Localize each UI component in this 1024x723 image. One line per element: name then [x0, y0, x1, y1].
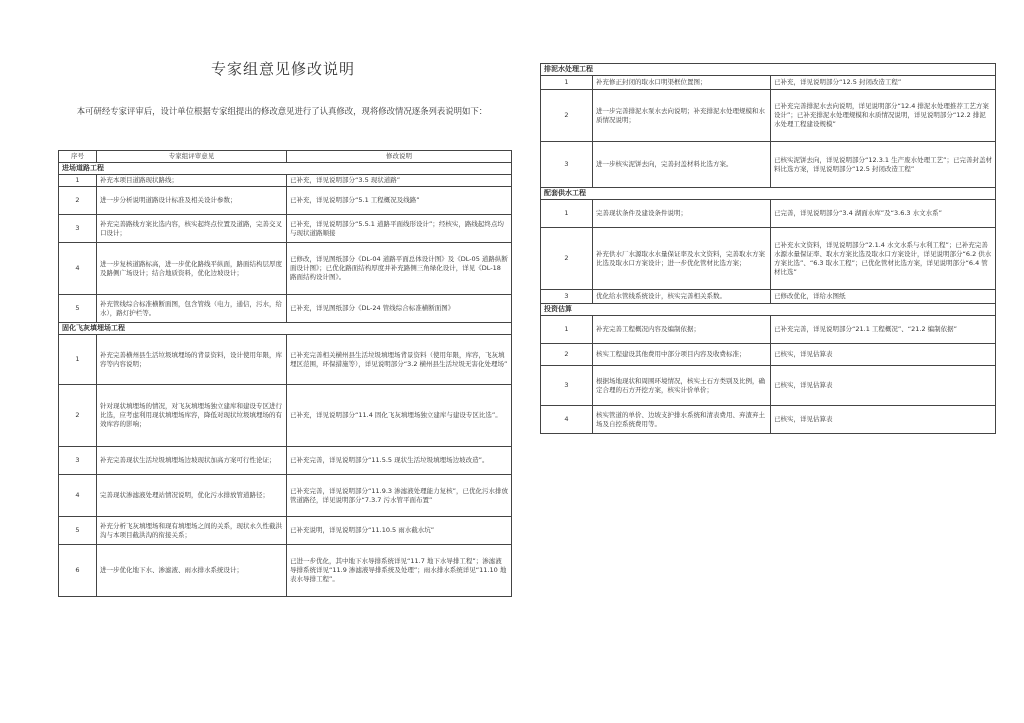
expert-opinion: 补充完善路线方案比选内容，核实起终点位置及道路，完善交叉口设计；: [97, 215, 287, 243]
section-title: 配套供水工程: [541, 188, 996, 200]
table-row: [541, 76, 996, 90]
revision-note: 已核实，详见估算表: [771, 406, 996, 434]
section-row: [541, 64, 996, 76]
expert-opinion: 根据场地现状和周围环境情况，核实土石方类别及比例，确定合理的石方开挖方案，核实计价单价；: [593, 366, 771, 406]
row-number: 6: [59, 545, 97, 597]
revision-note: 已补充完善，详见说明部分“11.5.5 现状生活垃圾填埋场边坡改造”。: [287, 447, 512, 475]
table-row: [59, 215, 512, 243]
revision-note: 已进一步优化，其中地下水导排系统详见“11.7 地下水导排工程”；渗滤液导排系统详见“11.9 渗滤液导排系统及处理”；雨水排水系统详见“11.10 地表水导排工程”。: [287, 545, 512, 597]
table-row: [541, 142, 996, 188]
expert-opinion: 补充完善横州县生活垃圾填埋场的背景资料，设计使用年限，库容等内容说明；: [97, 335, 287, 385]
table-row: [59, 335, 512, 385]
right-table-body: [541, 64, 996, 434]
revision-note: 已补充完善，详见说明部分“21.1 工程概况”、“21.2 编制依据”: [771, 316, 996, 344]
table-row: [541, 316, 996, 344]
header-reply: 修改说明: [287, 151, 512, 163]
table-row: [59, 517, 512, 545]
revision-note: 已核实，详见估算表: [771, 366, 996, 406]
expert-opinion: 补充供水厂水源取水水量保证率及水文资料，完善取水方案比选及取水口方案设计；进一步优化管材比选方案；: [593, 228, 771, 290]
row-number: 3: [541, 142, 593, 188]
table-row: [59, 243, 512, 295]
expert-opinion: 进一步复核道路标高，进一步优化路线平纵面，路面结构层厚度及路侧广场设计；结合地质资料，优化边坡设计；: [97, 243, 287, 295]
expert-opinion: 补充修正封闭的取水口明渠框位置图；: [593, 76, 771, 90]
revision-note: 已核实泥饼去向，详见说明部分“12.3.1 生产废水处理工艺”；已完善封盖材料比选方案，详见说明部分“12.5 封闭改造工程”: [771, 142, 996, 188]
revision-note: 已补充水文资料，详见说明部分“2.1.4 水文水系与水利工程”；已补充完善水源水量保证率、取水方案比选及取水口方案设计，详见说明部分“6.2 供水方案比选”、“6.3 取水工程”；已优化管材比选方案，详见说明部分“6.4 管材比选”: [771, 228, 996, 290]
expert-opinion: 核实管道的单价、边坡支护排水系统和清表费用、弃渣弃土场及自控系统费用等。: [593, 406, 771, 434]
revision-note: 已补充，详见说明部分“5.1 工程概况及线路”: [287, 187, 512, 215]
expert-opinion: 完善现状渗滤液处理站情况说明，优化污水排放管道路径；: [97, 475, 287, 517]
table-row: [59, 175, 512, 187]
section-title: 固化飞灰填埋场工程: [59, 323, 512, 335]
table-row: [541, 344, 996, 366]
section-row: [541, 188, 996, 200]
row-number: 4: [59, 475, 97, 517]
table-row: [541, 200, 996, 228]
row-number: 1: [59, 175, 97, 187]
revision-note: 已补充完善相关横州县生活垃圾填埋场背景资料（使用年限，库容，飞灰填埋区范围，环保措施等），详见说明部分“3.2 横州县生活垃圾无害化处理场”: [287, 335, 512, 385]
expert-opinion: 进一步优化地下水、渗滤液、雨水排水系统设计；: [97, 545, 287, 597]
header-seq: 序号: [59, 151, 97, 163]
revision-note: 已补充完善排泥水去向说明，详见说明部分“12.4 排泥水处理推荐工艺方案设计”；已补充排泥水处理规模和水质情况说明，详见说明部分“12.2 排泥水处理工程建设规模”: [771, 90, 996, 142]
row-number: 3: [59, 215, 97, 243]
table-row: [541, 290, 996, 304]
expert-opinion: 优化给水管线系统设计，核实完善相关系数。: [593, 290, 771, 304]
section-row: [59, 163, 512, 175]
left-table-body: [59, 163, 512, 597]
table-row: [59, 385, 512, 447]
table-row: [59, 187, 512, 215]
row-number: 1: [541, 316, 593, 344]
row-number: 2: [59, 187, 97, 215]
row-number: 3: [59, 447, 97, 475]
intro-paragraph: 本可研经专家评审后，设计单位根据专家组提出的修改意见进行了认真修改，现将修改情况逐条列表说明如下：: [76, 106, 488, 116]
row-number: 4: [541, 406, 593, 434]
row-number: 2: [541, 228, 593, 290]
expert-opinion: 补充完善现状生活垃圾填埋场边坡现状加高方案可行性论证；: [97, 447, 287, 475]
section-title: 进场道路工程: [59, 163, 512, 175]
expert-opinion: 补充本项目道路现状路线；: [97, 175, 287, 187]
revision-note: 已修改优化，详给水图纸: [771, 290, 996, 304]
table-row: [59, 545, 512, 597]
expert-opinion: 进一步完善排泥水泵水去向说明；补充排泥水处理规模和水质情况说明；: [593, 90, 771, 142]
expert-opinion: 针对现状填埋场的情况，对飞灰填埋场独立建库和建设专区进行比选，应考虑利用现状填埋场库容，降低对现状垃圾填埋场的有效库容的影响；: [97, 385, 287, 447]
revision-note: 已补充，详见说明部分“11.4 固化飞灰填埋场独立建库与建设专区比选”。: [287, 385, 512, 447]
table-row: [541, 406, 996, 434]
row-number: 2: [59, 385, 97, 447]
expert-opinion: 进一步核实泥饼去向，完善封盖材料比选方案。: [593, 142, 771, 188]
expert-opinion: 核实工程建设其他费用中部分项目内容及收费标准；: [593, 344, 771, 366]
expert-opinion: 补充完善工程概况内容及编制依据；: [593, 316, 771, 344]
revision-note: 已完善，详见说明部分“3.4 湖面水库”及“3.6.3 水文水系”: [771, 200, 996, 228]
row-number: 2: [541, 344, 593, 366]
section-title: 投资估算: [541, 304, 996, 316]
table-row: [59, 295, 512, 323]
header-opinion: 专家组评审意见: [97, 151, 287, 163]
revision-note: 已补充，详见说明部分“3.5 现状道路”: [287, 175, 512, 187]
row-number: 5: [59, 517, 97, 545]
table-row: [541, 228, 996, 290]
revision-note: 已补充，详见说明部分“5.5.1 道路平面线形设计”；经核实，路线起终点均与现状道路顺接: [287, 215, 512, 243]
revision-note: 已修改，详见图纸部分《DL-04 道路平面总体设计图》及《DL-05 道路纵断面设计图》；已优化路面结构厚度并补充路侧三角绿化设计，详见《DL-18 路面结构设计图》。: [287, 243, 512, 295]
expert-opinion: 进一步分析说明道路设计标准及相关设计参数；: [97, 187, 287, 215]
table-row: [59, 475, 512, 517]
expert-opinion: 完善现状条件及建设条件说明；: [593, 200, 771, 228]
row-number: 1: [541, 200, 593, 228]
row-number: 3: [541, 290, 593, 304]
page-title: 专家组意见修改说明: [210, 60, 355, 78]
revision-note: 已核实，详见估算表: [771, 344, 996, 366]
left-revision-table: [58, 150, 512, 597]
right-revision-table: [540, 63, 996, 434]
row-number: 3: [541, 366, 593, 406]
row-number: 5: [59, 295, 97, 323]
revision-note: 已补充说明，详见说明部分“11.10.5 雨水截水坑”: [287, 517, 512, 545]
row-number: 2: [541, 90, 593, 142]
revision-note: 已补充完善，详见说明部分“11.9.3 渗滤液处理能力复核”，已优化污水排放管道路径，详见说明部分“7.3.7 污水管平面布置”: [287, 475, 512, 517]
row-number: 1: [59, 335, 97, 385]
revision-note: 已补充，详见图纸部分《DL-24 管线综合标准横断面图》: [287, 295, 512, 323]
table-row: [59, 447, 512, 475]
section-row: [541, 304, 996, 316]
expert-opinion: 补充管线综合标准横断面图，包含管线（电力，通信，污水，给水），路灯护栏等。: [97, 295, 287, 323]
revision-note: 已补充，详见说明部分“12.5 封闭改造工程”: [771, 76, 996, 90]
section-row: [59, 323, 512, 335]
table-row: [541, 90, 996, 142]
section-title: 排泥水处理工程: [541, 64, 996, 76]
expert-opinion: 补充分析飞灰填埋场和现有填埋场之间的关系，现状永久性截洪沟与本项目截洪沟的衔接关系；: [97, 517, 287, 545]
row-number: 1: [541, 76, 593, 90]
table-row: [541, 366, 996, 406]
row-number: 4: [59, 243, 97, 295]
